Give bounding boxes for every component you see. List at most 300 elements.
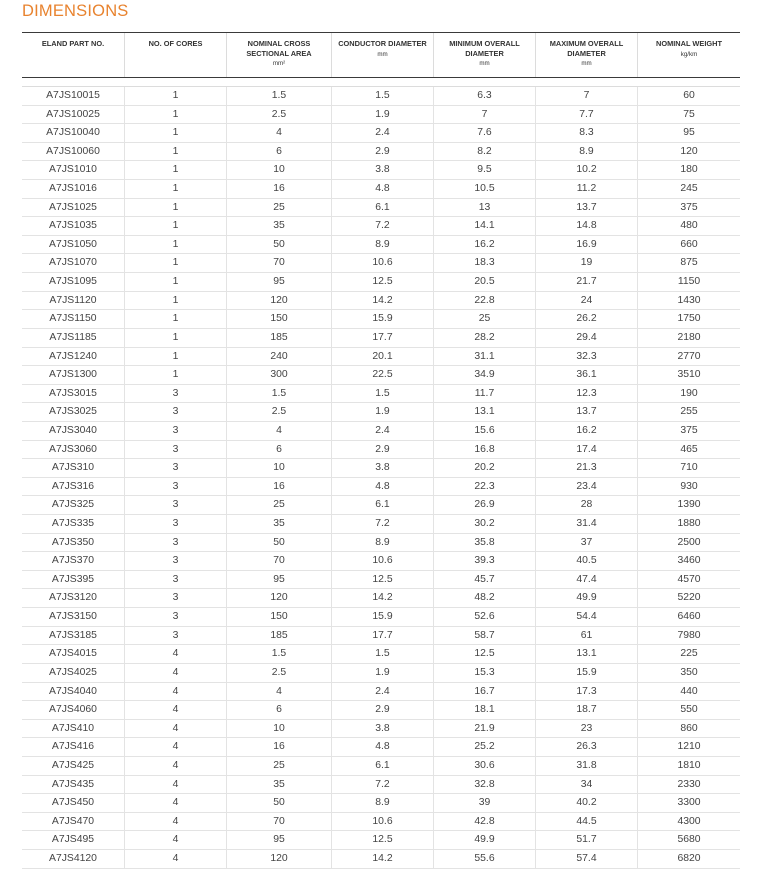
header-spacer	[22, 78, 740, 87]
part-no-cell: A7JS10025	[46, 108, 100, 120]
min-diameter-cell: 15.6	[433, 422, 535, 440]
min-diameter-cell: 25.2	[433, 738, 535, 756]
weight-cell: 3300	[637, 794, 740, 812]
cross-section-cell: 70	[226, 813, 331, 831]
weight-cell: 1430	[637, 292, 740, 310]
cores-cell: 1	[124, 236, 226, 254]
max-diameter-cell: 17.3	[535, 683, 637, 701]
min-diameter-cell: 18.1	[433, 701, 535, 719]
conductor-diameter-cell: 17.7	[331, 329, 433, 347]
column-header-weight: NOMINAL WEIGHT kg/km	[637, 33, 740, 77]
conductor-diameter-cell: 15.9	[331, 608, 433, 626]
cross-section-cell: 120	[226, 850, 331, 868]
column-header-cross-section: NOMINAL CROSS SECTIONAL AREA mm²	[226, 33, 331, 77]
min-diameter-cell: 30.6	[433, 757, 535, 775]
table-row	[22, 776, 740, 795]
cross-section-cell: 6	[226, 441, 331, 459]
conductor-diameter-cell: 8.9	[331, 794, 433, 812]
weight-cell: 5220	[637, 589, 740, 607]
part-no-cell: A7JS4025	[49, 666, 97, 678]
cores-cell: 1	[124, 180, 226, 198]
max-diameter-cell: 21.3	[535, 459, 637, 477]
max-diameter-cell: 18.7	[535, 701, 637, 719]
conductor-diameter-cell: 4.8	[331, 478, 433, 496]
max-diameter-cell: 34	[535, 776, 637, 794]
cores-cell: 1	[124, 143, 226, 161]
part-no-cell: A7JS1070	[49, 257, 97, 269]
conductor-diameter-cell: 14.2	[331, 292, 433, 310]
weight-cell: 710	[637, 459, 740, 477]
weight-cell: 1810	[637, 757, 740, 775]
max-diameter-cell: 23.4	[535, 478, 637, 496]
max-diameter-cell: 47.4	[535, 571, 637, 589]
part-no-cell: A7JS1300	[49, 369, 97, 381]
cross-section-cell: 50	[226, 236, 331, 254]
min-diameter-cell: 9.5	[433, 161, 535, 179]
part-no-cell: A7JS1240	[49, 350, 97, 362]
min-diameter-cell: 28.2	[433, 329, 535, 347]
dimensions-table	[22, 32, 740, 869]
table-row	[22, 199, 740, 218]
table-row	[22, 366, 740, 385]
min-diameter-cell: 45.7	[433, 571, 535, 589]
table-row	[22, 645, 740, 664]
cores-cell: 4	[124, 738, 226, 756]
cores-cell: 1	[124, 366, 226, 384]
min-diameter-cell: 7.6	[433, 124, 535, 142]
cores-cell: 1	[124, 124, 226, 142]
conductor-diameter-cell: 6.1	[331, 757, 433, 775]
min-diameter-cell: 18.3	[433, 254, 535, 272]
max-diameter-cell: 54.4	[535, 608, 637, 626]
cores-cell: 4	[124, 720, 226, 738]
min-diameter-cell: 58.7	[433, 627, 535, 645]
min-diameter-cell: 21.9	[433, 720, 535, 738]
cores-cell: 3	[124, 478, 226, 496]
cross-section-cell: 2.5	[226, 403, 331, 421]
cores-cell: 4	[124, 813, 226, 831]
cores-cell: 3	[124, 441, 226, 459]
cores-cell: 1	[124, 106, 226, 124]
part-no-cell: A7JS370	[51, 555, 95, 567]
cores-cell: 3	[124, 534, 226, 552]
cores-cell: 4	[124, 831, 226, 849]
weight-cell: 245	[637, 180, 740, 198]
cross-section-cell: 120	[226, 292, 331, 310]
cores-cell: 1	[124, 161, 226, 179]
weight-cell: 190	[637, 385, 740, 403]
part-no-cell: A7JS4015	[49, 648, 97, 660]
max-diameter-cell: 49.9	[535, 589, 637, 607]
table-row	[22, 459, 740, 478]
min-diameter-cell: 16.8	[433, 441, 535, 459]
table-row	[22, 422, 740, 441]
max-diameter-cell: 13.7	[535, 199, 637, 217]
table-row	[22, 87, 740, 106]
part-no-cell: A7JS1185	[49, 331, 97, 343]
conductor-diameter-cell: 2.9	[331, 441, 433, 459]
max-diameter-cell: 28	[535, 496, 637, 514]
cross-section-cell: 25	[226, 496, 331, 514]
column-header-cores: NO. OF CORES	[124, 33, 226, 77]
part-no-cell: A7JS1025	[49, 201, 97, 213]
cross-section-cell: 150	[226, 608, 331, 626]
table-row	[22, 273, 740, 292]
weight-cell: 5680	[637, 831, 740, 849]
table-row	[22, 143, 740, 162]
weight-cell: 350	[637, 664, 740, 682]
weight-cell: 95	[637, 124, 740, 142]
weight-cell: 120	[637, 143, 740, 161]
max-diameter-cell: 13.1	[535, 645, 637, 663]
cores-cell: 1	[124, 87, 226, 105]
cross-section-cell: 50	[226, 794, 331, 812]
weight-cell: 1150	[637, 273, 740, 291]
weight-cell: 3510	[637, 366, 740, 384]
weight-cell: 465	[637, 441, 740, 459]
weight-cell: 7980	[637, 627, 740, 645]
part-no-cell: A7JS1035	[49, 220, 97, 232]
table-row	[22, 720, 740, 739]
cores-cell: 3	[124, 496, 226, 514]
table-row	[22, 664, 740, 683]
max-diameter-cell: 40.5	[535, 552, 637, 570]
weight-cell: 4570	[637, 571, 740, 589]
conductor-diameter-cell: 10.6	[331, 552, 433, 570]
column-header-max-diameter: MAXIMUM OVERALL DIAMETER mm	[535, 33, 637, 77]
table-row	[22, 292, 740, 311]
min-diameter-cell: 16.7	[433, 683, 535, 701]
weight-cell: 440	[637, 683, 740, 701]
conductor-diameter-cell: 7.2	[331, 217, 433, 235]
part-no-cell: A7JS395	[51, 573, 95, 585]
conductor-diameter-cell: 7.2	[331, 776, 433, 794]
table-row	[22, 683, 740, 702]
max-diameter-cell: 12.3	[535, 385, 637, 403]
part-no-cell: A7JS435	[51, 778, 95, 790]
cores-cell: 3	[124, 403, 226, 421]
cores-cell: 4	[124, 776, 226, 794]
table-row	[22, 217, 740, 236]
weight-cell: 930	[637, 478, 740, 496]
max-diameter-cell: 31.8	[535, 757, 637, 775]
page-title: DIMENSIONS	[22, 2, 129, 20]
conductor-diameter-cell: 12.5	[331, 831, 433, 849]
weight-cell: 180	[637, 161, 740, 179]
weight-cell: 860	[637, 720, 740, 738]
part-no-cell: A7JS3040	[49, 424, 97, 436]
cross-section-cell: 16	[226, 180, 331, 198]
part-no-cell: A7JS410	[51, 722, 95, 734]
cores-cell: 4	[124, 850, 226, 868]
cross-section-cell: 4	[226, 683, 331, 701]
weight-cell: 1880	[637, 515, 740, 533]
part-no-cell: A7JS3025	[49, 406, 97, 418]
cross-section-cell: 10	[226, 459, 331, 477]
conductor-diameter-cell: 1.5	[331, 385, 433, 403]
cores-cell: 1	[124, 217, 226, 235]
cores-cell: 3	[124, 608, 226, 626]
cross-section-cell: 16	[226, 478, 331, 496]
conductor-diameter-cell: 12.5	[331, 571, 433, 589]
min-diameter-cell: 39	[433, 794, 535, 812]
cross-section-cell: 95	[226, 571, 331, 589]
conductor-diameter-cell: 10.6	[331, 254, 433, 272]
max-diameter-cell: 7.7	[535, 106, 637, 124]
min-diameter-cell: 39.3	[433, 552, 535, 570]
table-row	[22, 106, 740, 125]
cores-cell: 3	[124, 627, 226, 645]
max-diameter-cell: 23	[535, 720, 637, 738]
min-diameter-cell: 55.6	[433, 850, 535, 868]
table-row	[22, 348, 740, 367]
cores-cell: 4	[124, 701, 226, 719]
min-diameter-cell: 6.3	[433, 87, 535, 105]
cross-section-cell: 10	[226, 161, 331, 179]
part-no-cell: A7JS1050	[49, 238, 97, 250]
conductor-diameter-cell: 2.9	[331, 701, 433, 719]
min-diameter-cell: 13	[433, 199, 535, 217]
weight-cell: 6820	[637, 850, 740, 868]
part-no-cell: A7JS4040	[49, 685, 97, 697]
part-no-cell: A7JS3120	[49, 592, 97, 604]
min-diameter-cell: 7	[433, 106, 535, 124]
table-row	[22, 496, 740, 515]
min-diameter-cell: 32.8	[433, 776, 535, 794]
part-no-cell: A7JS1095	[49, 276, 97, 288]
table-row	[22, 124, 740, 143]
part-no-cell: A7JS450	[51, 797, 95, 809]
cores-cell: 1	[124, 254, 226, 272]
max-diameter-cell: 44.5	[535, 813, 637, 831]
part-no-cell: A7JS3060	[49, 443, 97, 455]
table-header	[22, 32, 740, 78]
max-diameter-cell: 8.9	[535, 143, 637, 161]
part-no-cell: A7JS1010	[49, 164, 97, 176]
part-no-cell: A7JS10040	[46, 127, 100, 139]
cross-section-cell: 95	[226, 831, 331, 849]
min-diameter-cell: 12.5	[433, 645, 535, 663]
max-diameter-cell: 10.2	[535, 161, 637, 179]
conductor-diameter-cell: 12.5	[331, 273, 433, 291]
cores-cell: 1	[124, 199, 226, 217]
max-diameter-cell: 14.8	[535, 217, 637, 235]
min-diameter-cell: 13.1	[433, 403, 535, 421]
part-no-cell: A7JS335	[51, 518, 95, 530]
conductor-diameter-cell: 14.2	[331, 589, 433, 607]
cores-cell: 3	[124, 385, 226, 403]
part-no-cell: A7JS4120	[49, 852, 97, 864]
weight-cell: 480	[637, 217, 740, 235]
conductor-diameter-cell: 4.8	[331, 738, 433, 756]
min-diameter-cell: 48.2	[433, 589, 535, 607]
weight-cell: 255	[637, 403, 740, 421]
conductor-diameter-cell: 2.4	[331, 124, 433, 142]
part-no-cell: A7JS325	[51, 499, 95, 511]
conductor-diameter-cell: 14.2	[331, 850, 433, 868]
min-diameter-cell: 25	[433, 310, 535, 328]
weight-cell: 3460	[637, 552, 740, 570]
cores-cell: 1	[124, 329, 226, 347]
conductor-diameter-cell: 3.8	[331, 161, 433, 179]
max-diameter-cell: 13.7	[535, 403, 637, 421]
weight-cell: 225	[637, 645, 740, 663]
max-diameter-cell: 16.9	[535, 236, 637, 254]
weight-cell: 4300	[637, 813, 740, 831]
max-diameter-cell: 36.1	[535, 366, 637, 384]
max-diameter-cell: 40.2	[535, 794, 637, 812]
part-no-cell: A7JS10060	[46, 145, 100, 157]
conductor-diameter-cell: 22.5	[331, 366, 433, 384]
cores-cell: 4	[124, 757, 226, 775]
table-row	[22, 441, 740, 460]
cores-cell: 1	[124, 292, 226, 310]
cross-section-cell: 1.5	[226, 385, 331, 403]
conductor-diameter-cell: 6.1	[331, 496, 433, 514]
conductor-diameter-cell: 7.2	[331, 515, 433, 533]
cross-section-cell: 35	[226, 776, 331, 794]
max-diameter-cell: 16.2	[535, 422, 637, 440]
min-diameter-cell: 31.1	[433, 348, 535, 366]
part-no-cell: A7JS3185	[49, 629, 97, 641]
cores-cell: 3	[124, 515, 226, 533]
cross-section-cell: 35	[226, 217, 331, 235]
cores-cell: 3	[124, 571, 226, 589]
conductor-diameter-cell: 15.9	[331, 310, 433, 328]
table-row	[22, 589, 740, 608]
cores-cell: 3	[124, 459, 226, 477]
max-diameter-cell: 15.9	[535, 664, 637, 682]
conductor-diameter-cell: 2.4	[331, 422, 433, 440]
cross-section-cell: 4	[226, 422, 331, 440]
table-row	[22, 478, 740, 497]
conductor-diameter-cell: 2.4	[331, 683, 433, 701]
table-row	[22, 608, 740, 627]
max-diameter-cell: 17.4	[535, 441, 637, 459]
weight-cell: 660	[637, 236, 740, 254]
table-row	[22, 813, 740, 832]
conductor-diameter-cell: 3.8	[331, 459, 433, 477]
weight-cell: 60	[637, 87, 740, 105]
table-row	[22, 850, 740, 869]
part-no-cell: A7JS1150	[49, 313, 97, 325]
conductor-diameter-cell: 6.1	[331, 199, 433, 217]
column-header-min-diameter: MINIMUM OVERALL DIAMETER mm	[433, 33, 535, 77]
part-no-cell: A7JS1016	[49, 183, 97, 195]
part-no-cell: A7JS310	[51, 462, 95, 474]
weight-cell: 2180	[637, 329, 740, 347]
min-diameter-cell: 26.9	[433, 496, 535, 514]
max-diameter-cell: 24	[535, 292, 637, 310]
conductor-diameter-cell: 17.7	[331, 627, 433, 645]
part-no-cell: A7JS425	[51, 759, 95, 771]
cross-section-cell: 1.5	[226, 645, 331, 663]
table-row	[22, 254, 740, 273]
cross-section-cell: 2.5	[226, 664, 331, 682]
weight-cell: 2500	[637, 534, 740, 552]
conductor-diameter-cell: 4.8	[331, 180, 433, 198]
weight-cell: 1210	[637, 738, 740, 756]
table-row	[22, 310, 740, 329]
table-row	[22, 385, 740, 404]
cores-cell: 1	[124, 273, 226, 291]
part-no-cell: A7JS416	[51, 741, 95, 753]
min-diameter-cell: 11.7	[433, 385, 535, 403]
weight-cell: 75	[637, 106, 740, 124]
table-row	[22, 236, 740, 255]
cores-cell: 1	[124, 310, 226, 328]
cross-section-cell: 185	[226, 627, 331, 645]
conductor-diameter-cell: 1.9	[331, 664, 433, 682]
table-row	[22, 738, 740, 757]
part-no-cell: A7JS3015	[49, 387, 97, 399]
cross-section-cell: 185	[226, 329, 331, 347]
table-row	[22, 552, 740, 571]
cross-section-cell: 35	[226, 515, 331, 533]
weight-cell: 375	[637, 422, 740, 440]
part-no-cell: A7JS10015	[46, 90, 100, 101]
column-header-part-no: ELAND PART NO.	[41, 39, 105, 48]
table-row	[22, 831, 740, 850]
table-row	[22, 403, 740, 422]
cores-cell: 4	[124, 664, 226, 682]
weight-cell: 375	[637, 199, 740, 217]
cores-cell: 4	[124, 794, 226, 812]
column-header-conductor-diameter: CONDUCTOR DIAMETER mm	[331, 33, 433, 77]
min-diameter-cell: 35.8	[433, 534, 535, 552]
min-diameter-cell: 10.5	[433, 180, 535, 198]
part-no-cell: A7JS495	[51, 834, 95, 846]
part-no-cell: A7JS350	[51, 536, 95, 548]
table-row	[22, 701, 740, 720]
max-diameter-cell: 26.3	[535, 738, 637, 756]
min-diameter-cell: 52.6	[433, 608, 535, 626]
table-row	[22, 534, 740, 553]
max-diameter-cell: 11.2	[535, 180, 637, 198]
cores-cell: 4	[124, 683, 226, 701]
cross-section-cell: 25	[226, 199, 331, 217]
conductor-diameter-cell: 1.5	[331, 87, 433, 105]
cores-cell: 1	[124, 348, 226, 366]
min-diameter-cell: 42.8	[433, 813, 535, 831]
max-diameter-cell: 21.7	[535, 273, 637, 291]
conductor-diameter-cell: 20.1	[331, 348, 433, 366]
cross-section-cell: 120	[226, 589, 331, 607]
conductor-diameter-cell: 1.9	[331, 106, 433, 124]
max-diameter-cell: 8.3	[535, 124, 637, 142]
weight-cell: 1750	[637, 310, 740, 328]
table-row	[22, 329, 740, 348]
part-no-cell: A7JS4060	[49, 704, 97, 716]
cross-section-cell: 240	[226, 348, 331, 366]
table-body	[22, 87, 740, 869]
max-diameter-cell: 26.2	[535, 310, 637, 328]
min-diameter-cell: 22.3	[433, 478, 535, 496]
cross-section-cell: 10	[226, 720, 331, 738]
min-diameter-cell: 20.2	[433, 459, 535, 477]
cores-cell: 4	[124, 645, 226, 663]
min-diameter-cell: 16.2	[433, 236, 535, 254]
max-diameter-cell: 61	[535, 627, 637, 645]
min-diameter-cell: 8.2	[433, 143, 535, 161]
cross-section-cell: 300	[226, 366, 331, 384]
cross-section-cell: 25	[226, 757, 331, 775]
part-no-cell: A7JS1120	[49, 294, 97, 306]
table-row	[22, 161, 740, 180]
min-diameter-cell: 15.3	[433, 664, 535, 682]
cross-section-cell: 2.5	[226, 106, 331, 124]
conductor-diameter-cell: 8.9	[331, 534, 433, 552]
